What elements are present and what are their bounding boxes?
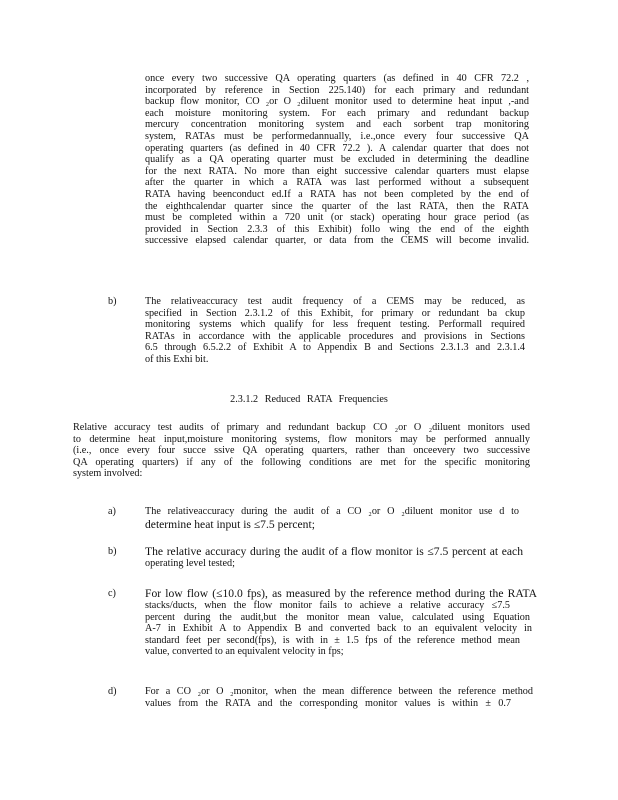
text-line: The relativeaccuracy test audit frequency of a CEMS may be reduced, as <box>145 296 525 307</box>
text-line: QA operating quarters) if any of the following conditions are met for the specific monitoring <box>73 456 530 468</box>
list-item-d <box>145 686 533 709</box>
text-line: determine heat input is ≤7.5 percent; <box>145 517 315 531</box>
text-line: stacks/ducts, when the flow monitor fails to achieve a relative accuracy ≤7.5 <box>145 600 510 611</box>
text-line: for the next RATA. No more than eight successive calendar quarters must elapse <box>145 165 529 177</box>
text-line: operating quarters (as defined in 40 CFR 72.2 ). A calendar quarter that does not <box>145 142 529 154</box>
text-line: once every two successive QA operating quarters (as defined in 40 CFR 72.2 , <box>145 73 529 84</box>
text-line: The relativeaccuracy during the audit of a CO ₂or O ₂diluent monitor use d to <box>145 506 519 517</box>
text-line: value, converted to an equivalent velocity in fps; <box>145 646 344 658</box>
text-line: after the quarter in which a RATA was last performed without a subsequent <box>145 177 529 189</box>
paragraph-reduced-rata <box>73 422 530 480</box>
text-line: A-7 in Exhibit A to Appendix B and converted back to an equivalent velocity in <box>145 623 532 635</box>
text-line: For low flow (≤10.0 fps), as measured by the reference method during the RATA <box>145 587 537 600</box>
text-line: For a CO ₂or O ₂monitor, when the mean difference between the reference method <box>145 686 533 697</box>
paragraph-continuation <box>145 73 529 247</box>
text-line: (i.e., once every four succe ssive QA operating quarters, rather than onceevery two successive <box>73 445 530 457</box>
section-heading: 2.3.1.2 Reduced RATA Frequencies <box>230 394 388 405</box>
text-line: of this Exhi bit. <box>145 353 209 365</box>
text-line: values from the RATA and the corresponding monitor values is within ± 0.7 <box>145 697 511 709</box>
text-line: provided in Section 2.3.3 of this Exhibit) follo wing the end of the eighth <box>145 223 529 235</box>
text-line: qualify as a QA operating quarter must be excluded in determining the deadline <box>145 154 529 166</box>
text-line: must be completed within a 720 unit (or stack) operating hour grace period (as <box>145 212 529 224</box>
text-line: standard feet per second(fps), is with in ± 1.5 fps of the reference method mean <box>145 634 520 646</box>
text-line: Relative accuracy test audits of primary and redundant backup CO ₂or O ₂diluent monitors used <box>73 422 530 433</box>
text-line: successive elapsed calendar quarter, or data from the CEMS will become invalid. <box>145 235 529 247</box>
text-line: incorporated by reference in Section 225.140) for each primary and redundant <box>145 84 529 96</box>
text-line: operating level tested; <box>145 558 235 569</box>
text-line: The relative accuracy during the audit of a flow monitor is ≤7.5 percent at each <box>145 545 523 558</box>
list-marker: b) <box>108 546 117 557</box>
text-line: system involved: <box>73 468 143 480</box>
text-line: percent during the audit,but the monitor mean value, calculated using Equation <box>145 611 530 623</box>
list-item-c <box>145 587 537 658</box>
text-line: to determine heat input,moisture monitoring systems, flow monitors may be performed annually <box>73 433 530 445</box>
text-line: RATA having beenconduct ed.If a RATA has not been completed by the end of <box>145 188 529 200</box>
list-marker: c) <box>108 588 116 599</box>
text-line: each moisture monitoring system. For each primary and redundant backup <box>145 107 529 119</box>
list-marker: a) <box>108 506 116 517</box>
text-line: specified in Section 2.3.1.2 of this Exhibit, for primary or redundant ba ckup <box>145 307 525 319</box>
list-marker: d) <box>108 686 117 697</box>
list-item-a <box>145 506 519 531</box>
text-line: monitoring systems which qualify for less frequent testing. Performall required <box>145 319 525 331</box>
list-marker: b) <box>108 296 117 307</box>
text-line: system, RATAs must be performedannually, i.e.,once every four successive QA <box>145 130 529 142</box>
text-line: the eighthcalendar quarter since the quarter of the last RATA, then the RATA <box>145 200 529 212</box>
text-line: RATAs in accordance with the applicable procedures and provisions in Sections <box>145 330 525 342</box>
text-line: mercury concentration monitoring system and each sorbent trap monitoring <box>145 119 529 131</box>
list-item-b <box>145 545 523 570</box>
paragraph-b <box>145 296 525 366</box>
text-line: 6.5 through 6.5.2.2 of Exhibit A to Appendix B and Sections 2.3.1.3 and 2.3.1.4 <box>145 342 525 354</box>
text-line: backup flow monitor, CO ₂or O ₂diluent monitor used to determine heat input ,-and <box>145 96 529 108</box>
